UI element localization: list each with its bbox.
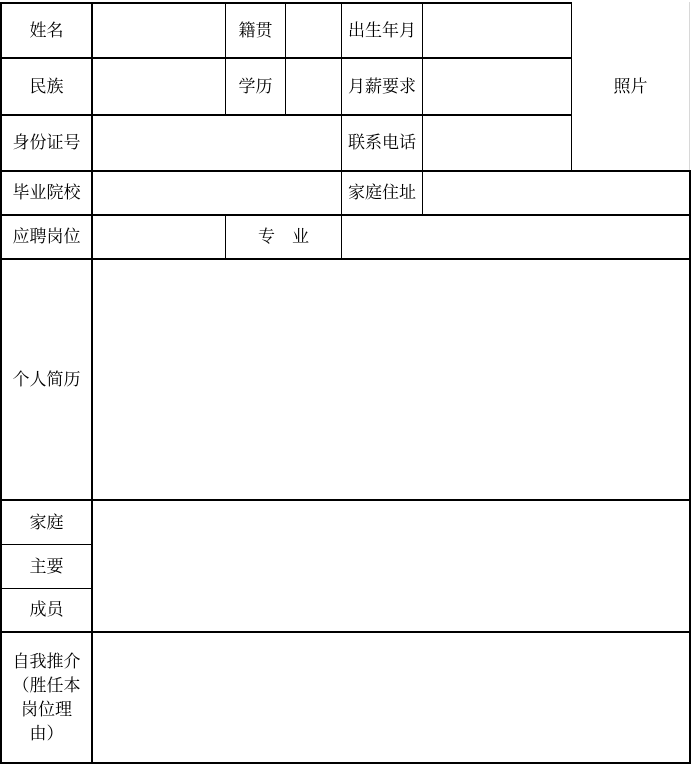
self-rec-line-4: 由） — [29, 723, 64, 744]
ethnicity-field[interactable] — [93, 59, 225, 114]
education-field[interactable] — [286, 59, 341, 114]
id-number-field[interactable] — [93, 116, 341, 170]
id-number-label: 身份证号 — [12, 133, 81, 153]
birth-date-field[interactable] — [423, 4, 571, 57]
major-field[interactable] — [342, 216, 689, 258]
birth-date-label: 出生年月 — [348, 20, 416, 41]
school-label: 毕业院校 — [12, 183, 81, 203]
family-label-line-2: 主要 — [29, 556, 64, 577]
phone-field[interactable] — [423, 116, 571, 170]
self-recommendation-field[interactable] — [93, 633, 689, 762]
resume-label: 个人简历 — [12, 369, 81, 390]
family-field[interactable] — [93, 501, 689, 631]
native-place-label: 籍贯 — [238, 20, 273, 41]
family-label-line-3: 成员 — [29, 600, 64, 620]
major-label: 专 业 — [258, 227, 309, 247]
name-label: 姓名 — [29, 20, 64, 41]
position-label: 应聘岗位 — [12, 227, 81, 247]
expected-salary-field[interactable] — [423, 59, 571, 114]
border-bottom — [0, 762, 691, 764]
phone-label: 联系电话 — [348, 133, 416, 153]
self-recommendation-label — [2, 633, 91, 762]
self-rec-line-3: 岗位理 — [21, 699, 72, 720]
home-address-field[interactable] — [423, 172, 689, 214]
home-address-label: 家庭住址 — [348, 183, 416, 203]
native-place-field[interactable] — [286, 4, 341, 57]
education-label: 学历 — [238, 76, 273, 97]
resume-field[interactable] — [93, 260, 689, 499]
photo-box[interactable]: 照片 — [613, 77, 648, 97]
border-right-photo — [689, 2, 690, 172]
school-field[interactable] — [93, 172, 341, 214]
self-rec-line-1: 自我推介 — [12, 651, 81, 672]
expected-salary-label: 月薪要求 — [348, 76, 416, 97]
self-rec-line-2: （胜任本 — [12, 675, 81, 696]
ethnicity-label: 民族 — [29, 76, 64, 97]
position-field[interactable] — [93, 216, 225, 258]
family-label-line-1: 家庭 — [29, 512, 64, 533]
name-field[interactable] — [93, 4, 225, 57]
